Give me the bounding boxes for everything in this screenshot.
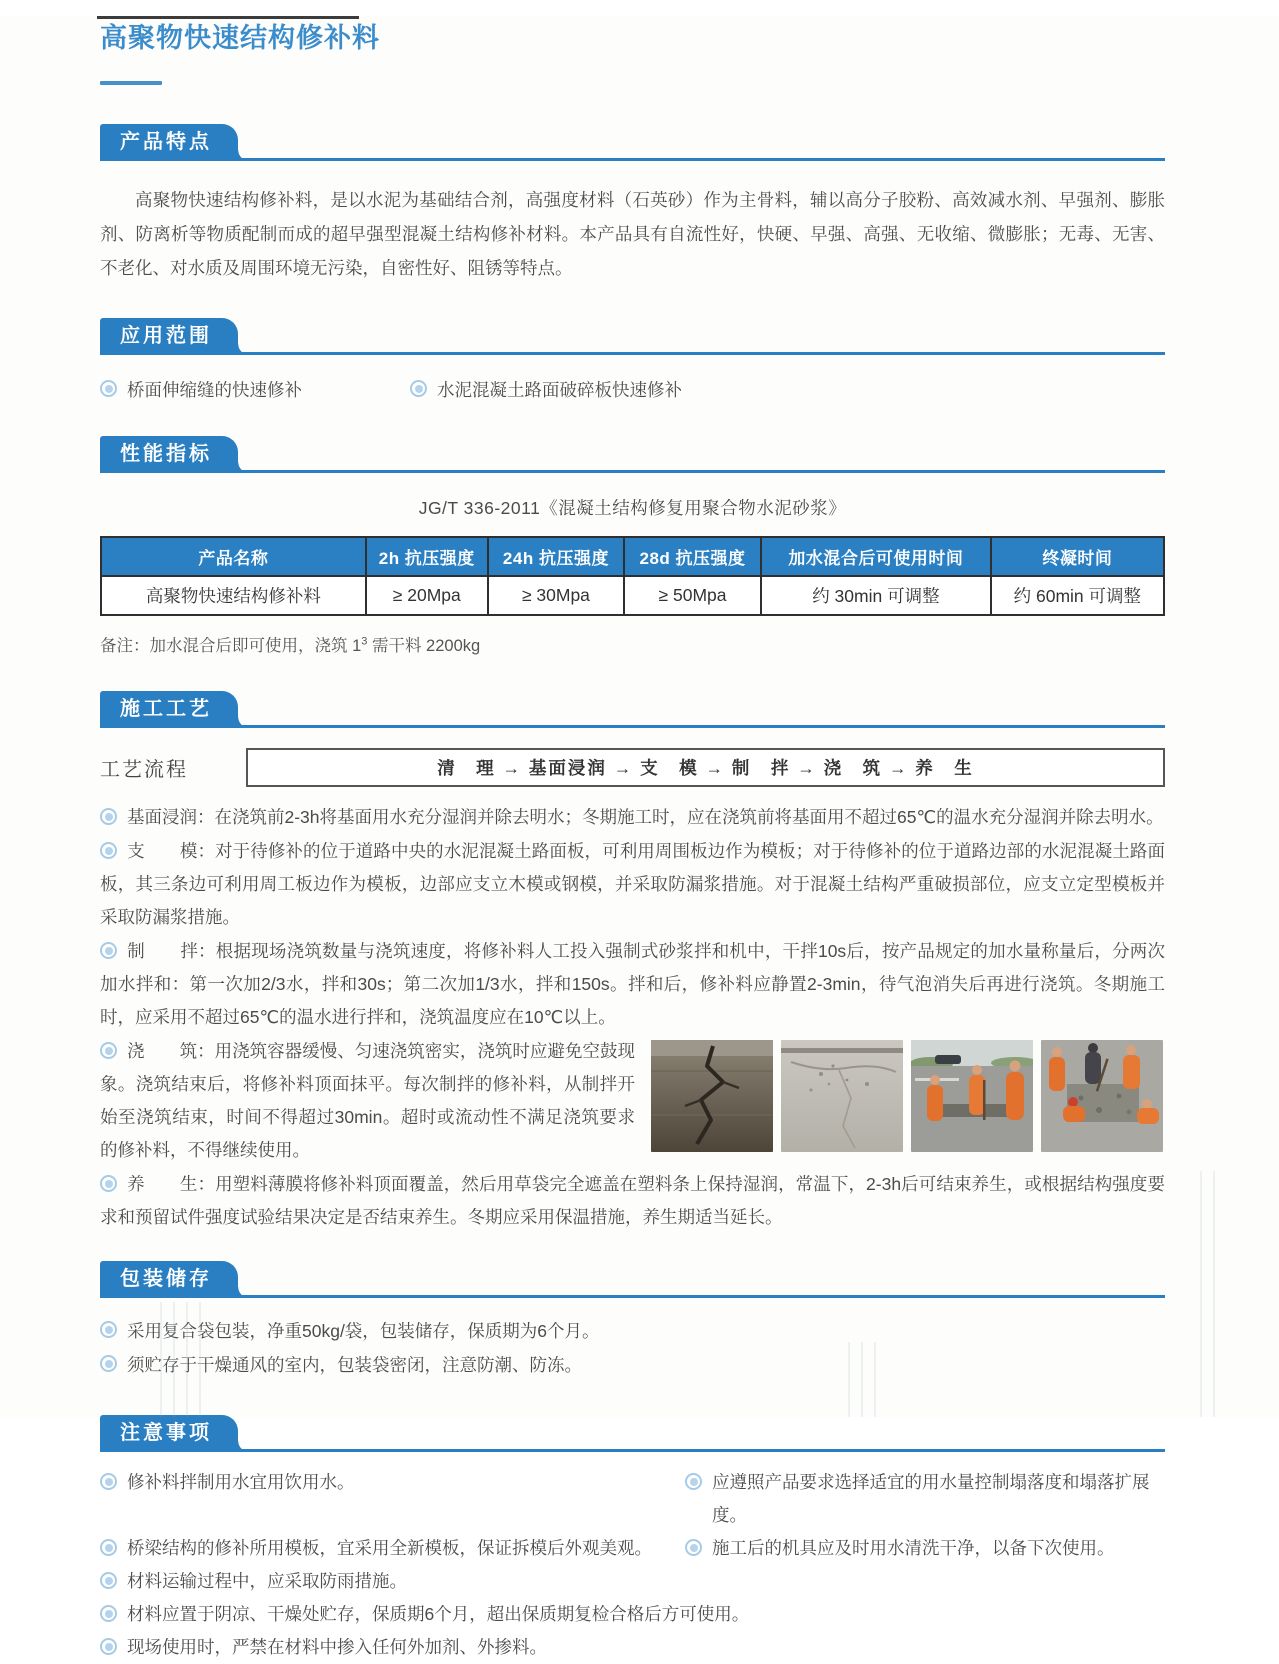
bullet-ring-icon: [100, 1572, 117, 1589]
note-item: [100, 1466, 685, 1532]
bullet-ring-icon: [410, 380, 427, 397]
bullet-ring-icon: [685, 1473, 702, 1490]
section-header-process: [100, 688, 1165, 728]
section-heading-text: 注意事项: [120, 1422, 212, 1444]
note-text: 现场使用时，严禁在材料中掺入任何外加剂、外掺料。: [127, 1637, 547, 1657]
bullet-ring-icon: [100, 842, 117, 859]
bullet-ring-icon: [100, 942, 117, 959]
note-item: [100, 1532, 685, 1565]
flow-label: 工艺流程: [100, 759, 188, 781]
note-item: [100, 1565, 1165, 1598]
step-text: 基面浸润：在浇筑前2-3h将基面用水充分湿润并除去明水；冬期施工时，应在浇筑前将基面用不超过65℃的温水充分湿润并除去明水。: [127, 807, 1164, 827]
table-cell-product-name: 高聚物快速结构修补料: [101, 576, 366, 615]
process-step: [100, 935, 1165, 1034]
page-title: 高聚物快速结构修补料: [100, 23, 380, 53]
standard-reference: JG/T 336-2011《混凝土结构修复用聚合物水泥砂浆》: [418, 498, 847, 518]
section-header-features: [100, 121, 1165, 161]
section-tab-packaging: [100, 1261, 238, 1298]
table-header-cell: 24h 抗压强度: [488, 537, 624, 576]
note-item: [685, 1466, 1165, 1532]
concrete-patching-workers-photo: [1041, 1040, 1163, 1152]
flow-diagram-box: 清 理 → 基面浸润 → 支 模 → 制 拌 → 浇 筑 → 养 生: [246, 748, 1165, 787]
step-text: 养 生：用塑料薄膜将修补料顶面覆盖，然后用草袋完全遮盖在塑料条上保持湿润，常温下，2-3h后可结束养生，或根据结构强度要求和预留试件强度试验结果决定是否结束养生。冬期应采用保温措施，养生期适当延长。: [100, 1174, 1165, 1227]
application-item: [100, 375, 410, 405]
note-item: [100, 1631, 1165, 1664]
note-text: 桥梁结构的修补所用模板，宜采用全新模板，保证拆模后外观美观。: [127, 1538, 652, 1558]
application-item: [410, 375, 682, 405]
title-underline-dash: [100, 81, 162, 85]
process-steps: [100, 801, 1165, 1234]
table-header-cell: 2h 抗压强度: [366, 537, 488, 576]
bullet-ring-icon: [100, 808, 117, 825]
note-text: 施工后的机具应及时用水清洗干净，以备下次使用。: [712, 1538, 1115, 1558]
step-text: 浇 筑：用浇筑容器缓慢、匀速浇筑密实，浇筑时应避免空鼓现象。浇筑结束后，将修补料顶面抹平。每次制拌的修补料，从制拌开始至浇筑结束，时间不得超过30min。超时或流动性不满足浇筑要求的修补料，不得继续使用。: [100, 1041, 635, 1160]
process-step: [100, 801, 1165, 834]
table-header-cell: 28d 抗压强度: [624, 537, 761, 576]
process-flow-row: [100, 748, 1165, 787]
bullet-ring-icon: [100, 1321, 117, 1338]
bullet-ring-icon: [100, 1605, 117, 1622]
section-tab-applications: [100, 318, 238, 355]
table-header-cell: 终凝时间: [991, 537, 1164, 576]
section-tab-notes: [100, 1415, 238, 1452]
note-text: 应遵照产品要求选择适宜的用水量控制塌落度和塌落扩展度。: [712, 1472, 1150, 1525]
table-data-row: [101, 576, 1164, 615]
road-repair-workers-photo: [911, 1040, 1033, 1152]
bullet-ring-icon: [100, 1042, 117, 1059]
table-cell-28d-strength: ≥ 50Mpa: [624, 576, 761, 615]
construction-photo-strip: [651, 1040, 1165, 1152]
packaging-text: 须贮存于干燥通风的室内，包装袋密闭，注意防潮、防冻。: [127, 1355, 582, 1375]
application-text: 水泥混凝土路面破碎板快速修补: [437, 380, 682, 400]
performance-table: [100, 536, 1165, 616]
table-cell-2h-strength: ≥ 20Mpa: [366, 576, 488, 615]
step-text: 制 拌：根据现场浇筑数量与浇筑速度，将修补料人工投入强制式砂浆拌和机中，干拌10s后，按产品规定的加水量称量后，分两次加水拌和：第一次加2/3水，拌和30s；第二次加1/3水，拌和150s。拌和后，修补料应静置2-3min，待气泡消失后再进行浇筑。冬期施工时，应采用不超过65℃的温水进行拌和，浇筑温度应在10℃以上。: [100, 941, 1165, 1027]
table-cell-final-set: 约 60min 可调整: [991, 576, 1164, 615]
applications-list: [100, 375, 1165, 405]
table-cell-24h-strength: ≥ 30Mpa: [488, 576, 624, 615]
bullet-ring-icon: [100, 380, 117, 397]
packaging-list: [100, 1314, 1165, 1382]
table-header-cell: 加水混合后可使用时间: [761, 537, 991, 576]
section-tab-features: [100, 124, 238, 161]
section-tab-process: [100, 691, 238, 728]
notes-list: [100, 1466, 1165, 1664]
footnote-superscript: 3: [361, 635, 368, 648]
process-step: [100, 1168, 1165, 1234]
process-step: [100, 835, 1165, 934]
section-header-performance: [100, 433, 1165, 473]
note-text: 材料运输过程中，应采取防雨措施。: [127, 1571, 407, 1591]
section-heading-text: 应用范围: [120, 325, 212, 347]
table-footnote: [100, 632, 1165, 656]
step-text: 支 模：对于待修补的位于道路中央的水泥混凝土路面板，可利用周围板边作为模板；对于待修补的位于道路边部的水泥混凝土路面板，其三条边可利用周工板边作为模板，边部应支立木模或钢模，并采取防漏浆措施。对于混凝土结构严重破损部位，应支立定型模板并采取防漏浆措施。: [100, 841, 1165, 927]
section-header-packaging: [100, 1258, 1165, 1298]
section-header-applications: [100, 315, 1165, 355]
section-tab-performance: [100, 436, 238, 473]
section-header-notes: [100, 1412, 1165, 1452]
bullet-ring-icon: [100, 1539, 117, 1556]
bullet-ring-icon: [685, 1539, 702, 1556]
note-item: [100, 1598, 1165, 1631]
footnote-text: 需干料 2200kg: [367, 637, 481, 655]
section-heading-text: 包装储存: [120, 1268, 212, 1290]
note-text: 材料应置于阴凉、干燥处贮存，保质期6个月，超出保质期复检合格后方可使用。: [127, 1604, 750, 1624]
footnote-text: 备注：加水混合后即可使用，浇筑 1: [100, 637, 362, 655]
features-paragraph: 高聚物快速结构修补料，是以水泥为基础结合剂，高强度材料（石英砂）作为主骨料，辅以高分子胶粉、高效减水剂、早强剂、膨胀剂、防离析等物质配制而成的超早强型混凝土结构修补材料。本产品具有自流性好，快硬、早强、高强、无收缩、微膨胀；无毒、无害、不老化、对水质及周围环境无污染，自密性好、阻锈等特点。: [100, 190, 1165, 278]
note-item: [685, 1532, 1165, 1565]
table-cell-usable-time: 约 30min 可调整: [761, 576, 991, 615]
section-heading-text: 性能指标: [120, 443, 212, 465]
bullet-ring-icon: [100, 1175, 117, 1192]
packaging-text: 采用复合袋包装，净重50kg/袋，包装储存，保质期为6个月。: [127, 1321, 600, 1341]
table-header-cell: 产品名称: [101, 537, 366, 576]
cracked-pavement-photo: [651, 1040, 773, 1152]
application-text: 桥面伸缩缝的快速修补: [127, 380, 302, 400]
section-heading-text: 产品特点: [120, 131, 212, 153]
datasheet-page: [0, 16, 1279, 1664]
bullet-ring-icon: [100, 1473, 117, 1490]
bullet-ring-icon: [100, 1355, 117, 1372]
bullet-ring-icon: [100, 1638, 117, 1655]
damaged-concrete-slab-photo: [781, 1040, 903, 1152]
section-heading-text: 施工工艺: [120, 698, 212, 720]
packaging-item: [100, 1314, 1165, 1348]
note-text: 修补料拌制用水宜用饮用水。: [127, 1472, 355, 1492]
packaging-item: [100, 1348, 1165, 1382]
table-header-row: [101, 537, 1164, 576]
